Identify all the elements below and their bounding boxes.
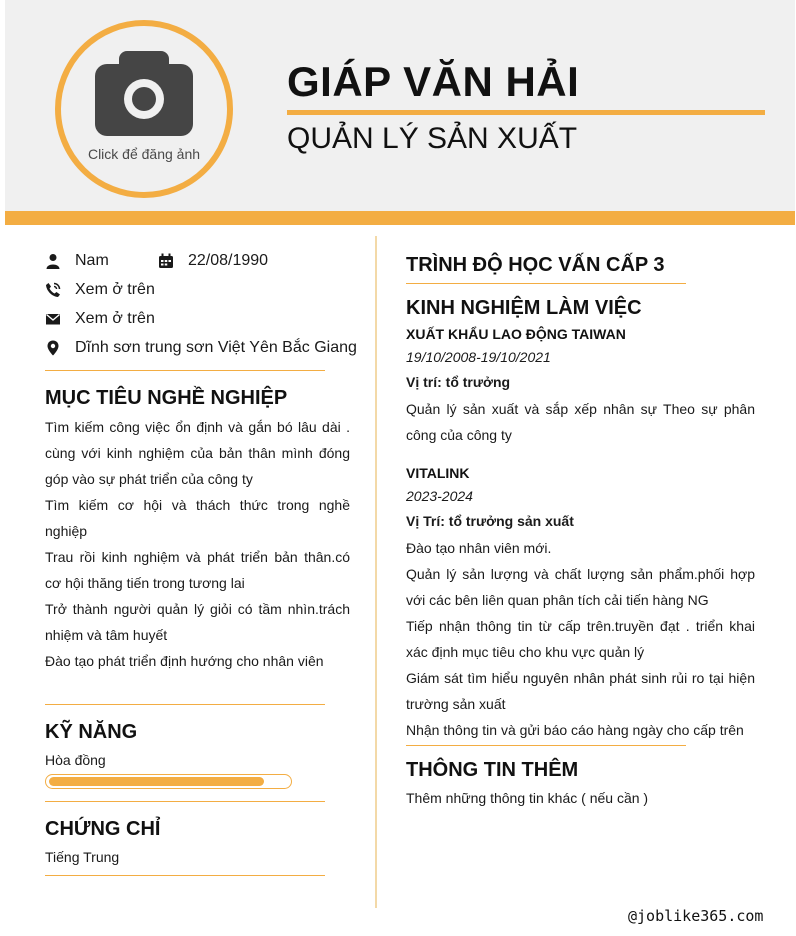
gender-value[interactable]: Nam bbox=[75, 252, 109, 269]
address-value[interactable]: Dĩnh sơn trung sơn Việt Yên Bắc Giang bbox=[75, 339, 357, 356]
certificate-item[interactable]: Tiếng Trung bbox=[45, 849, 120, 865]
candidate-position[interactable]: QUẢN LÝ SẢN XUẤT bbox=[287, 122, 578, 155]
candidate-name[interactable]: GIÁP VĂN HẢI bbox=[287, 58, 580, 105]
job-detail[interactable]: Giám sát tìm hiểu nguyên nhân phát sinh rủi ro tại hiện trường sản xuất bbox=[406, 670, 755, 712]
email-row bbox=[45, 307, 155, 331]
birthday-value[interactable]: 22/08/1990 bbox=[188, 252, 269, 269]
skill-level-bar[interactable] bbox=[45, 774, 292, 789]
divider bbox=[45, 875, 325, 876]
job-detail[interactable]: Quản lý sản xuất và sắp xếp nhân sự Theo sự phân công của công ty bbox=[406, 401, 755, 443]
calendar-icon bbox=[158, 252, 174, 270]
header-accent-bar bbox=[5, 211, 795, 225]
phone-row bbox=[45, 278, 155, 302]
job-period[interactable]: 19/10/2008-19/10/2021 bbox=[406, 349, 551, 365]
phone-icon bbox=[45, 281, 61, 299]
job-company[interactable]: VITALINK bbox=[406, 465, 470, 481]
job-period[interactable]: 2023-2024 bbox=[406, 488, 473, 504]
divider bbox=[406, 283, 686, 284]
brand-watermark: @joblike365.com bbox=[628, 907, 764, 925]
birthday-row bbox=[158, 249, 268, 273]
photo-upload-label: Click để đăng ảnh bbox=[87, 146, 201, 162]
divider bbox=[406, 745, 686, 746]
address-row bbox=[45, 336, 357, 360]
objective-item[interactable]: Trở thành người quản lý giỏi có tầm nhìn.trách nhiệm và tâm huyết bbox=[45, 601, 350, 643]
job-role[interactable]: Vị trí: tổ trưởng bbox=[406, 374, 511, 390]
extra-info-title: THÔNG TIN THÊM bbox=[406, 759, 579, 781]
skill-name[interactable]: Hòa đồng bbox=[45, 752, 106, 768]
location-icon bbox=[45, 339, 61, 357]
skills-title: KỸ NĂNG bbox=[45, 721, 138, 743]
user-icon bbox=[45, 252, 61, 270]
education-title[interactable]: TRÌNH ĐỘ HỌC VẤN CẤP 3 bbox=[406, 254, 665, 276]
divider bbox=[45, 801, 325, 802]
email-value[interactable]: Xem ở trên bbox=[75, 310, 155, 327]
objective-title: MỤC TIÊU NGHỀ NGHIỆP bbox=[45, 387, 288, 409]
email-icon bbox=[45, 310, 61, 328]
objective-item[interactable]: Trau rồi kinh nghiệm và phát triển bản thân.có cơ hội thăng tiến trong tương lai bbox=[45, 549, 350, 591]
extra-info-text[interactable]: Thêm những thông tin khác ( nếu cần ) bbox=[406, 790, 649, 806]
job-detail[interactable]: Quản lý sản lượng và chất lượng sản phẩm.phối hợp với các bên liên quan phân tích cải tiến hàng NG bbox=[406, 566, 755, 608]
objective-item[interactable]: Tìm kiếm cơ hội và thách thức trong nghề nghiệp bbox=[45, 497, 350, 539]
job-detail[interactable]: Tiếp nhận thông tin từ cấp trên.truyền đạt . triển khai xác định mục tiêu cho khu vực quản lý bbox=[406, 618, 755, 660]
phone-value[interactable]: Xem ở trên bbox=[75, 281, 155, 298]
job-detail[interactable]: Đào tạo nhân viên mới. bbox=[406, 540, 552, 556]
job-company[interactable]: XUẤT KHẨU LAO ĐỘNG TAIWAN bbox=[406, 326, 626, 342]
skill-level-fill bbox=[49, 777, 264, 786]
objective-item[interactable]: Tìm kiếm công việc ổn định và gắn bó lâu dài . cùng với kinh nghiệm của bản thân mình đóng góp vào sự phát triển của công ty bbox=[45, 419, 350, 487]
job-detail[interactable]: Nhận thông tin và gửi báo cáo hàng ngày cho cấp trên bbox=[406, 722, 744, 738]
experience-title: KINH NGHIỆM LÀM VIỆC bbox=[406, 297, 642, 319]
divider bbox=[45, 704, 325, 705]
job-role[interactable]: Vị Trí: tổ trưởng sản xuất bbox=[406, 513, 574, 529]
photo-upload[interactable] bbox=[55, 20, 233, 198]
gender-row bbox=[45, 249, 109, 273]
certificates-title: CHỨNG CHỈ bbox=[45, 818, 161, 840]
column-divider bbox=[375, 236, 377, 908]
divider bbox=[45, 370, 325, 371]
objective-item[interactable]: Đào tạo phát triển định hướng cho nhân viên bbox=[45, 653, 324, 669]
name-underline bbox=[287, 110, 765, 115]
